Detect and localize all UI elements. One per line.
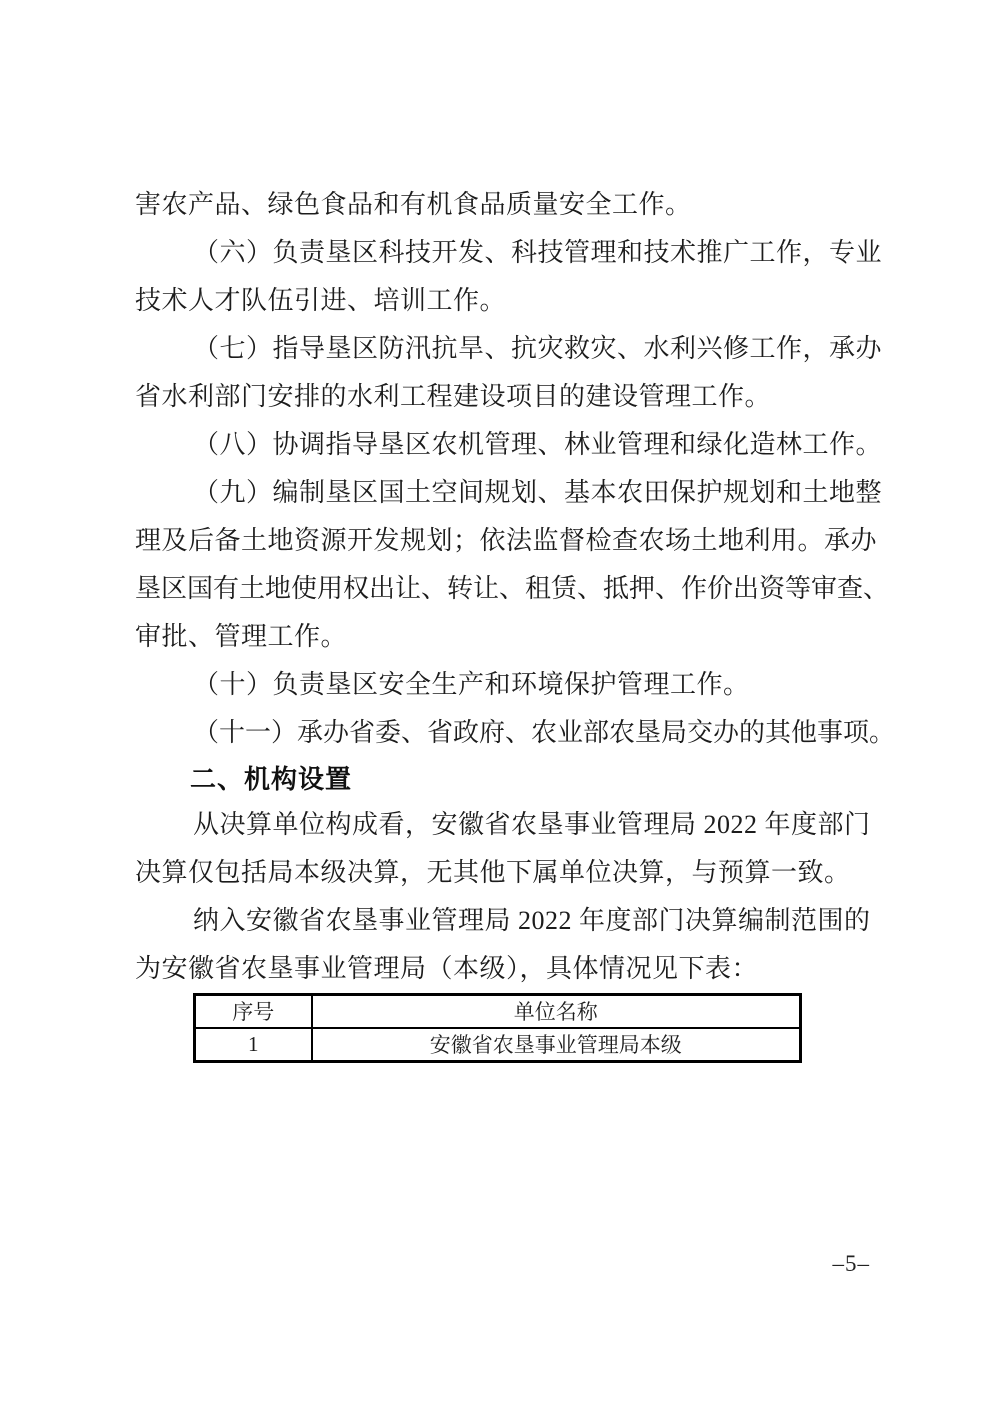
body-line: 技术人才队伍引进、培训工作。 bbox=[135, 286, 507, 315]
document-page bbox=[135, 181, 896, 1279]
row-index-cell: 1 bbox=[195, 1028, 312, 1062]
body-line: 从决算单位构成看，安徽省农垦事业管理局 2022 年度部门 bbox=[193, 810, 871, 839]
body-line: 审批、管理工作。 bbox=[135, 622, 348, 651]
row-unit-name-cell: 安徽省农垦事业管理局本级 bbox=[312, 1028, 801, 1062]
page-number: –5– bbox=[832, 1251, 870, 1276]
body-line: （六）负责垦区科技开发、科技管理和技术推广工作，专业 bbox=[193, 238, 883, 267]
body-line: 垦区国有土地使用权出让、转让、租赁、抵押、作价出资等审查、 bbox=[135, 574, 890, 603]
body-line: （九）编制垦区国土空间规划、基本农田保护规划和土地整 bbox=[193, 478, 883, 507]
section-heading: 二、机构设置 bbox=[190, 764, 353, 794]
table-header-row bbox=[195, 995, 801, 1028]
body-line: 决算仅包括局本级决算，无其他下属单位决算，与预算一致。 bbox=[135, 858, 851, 887]
body-line: 纳入安徽省农垦事业管理局 2022 年度部门决算编制范围的 bbox=[193, 906, 871, 935]
body-line: （十）负责垦区安全生产和环境保护管理工作。 bbox=[193, 670, 750, 699]
body-line: 省水利部门安排的水利工程建设项目的建设管理工作。 bbox=[135, 382, 772, 411]
col-header-unit-name: 单位名称 bbox=[312, 995, 801, 1028]
body-line: （十一）承办省委、省政府、农业部农垦局交办的其他事项。 bbox=[193, 718, 896, 747]
body-line: （八）协调指导垦区农机管理、林业管理和绿化造林工作。 bbox=[193, 430, 883, 459]
body-line: 害农产品、绿色食品和有机食品质量安全工作。 bbox=[135, 190, 692, 219]
col-header-index: 序号 bbox=[195, 995, 312, 1028]
body-line: 为安徽省农垦事业管理局（本级），具体情况见下表： bbox=[135, 954, 759, 983]
body-line: 理及后备土地资源开发规划；依法监督检查农场土地利用。承办 bbox=[135, 526, 878, 555]
units-table bbox=[193, 993, 802, 1063]
table-row bbox=[195, 1028, 801, 1062]
body-line: （七）指导垦区防汛抗旱、抗灾救灾、水利兴修工作，承办 bbox=[193, 334, 883, 363]
